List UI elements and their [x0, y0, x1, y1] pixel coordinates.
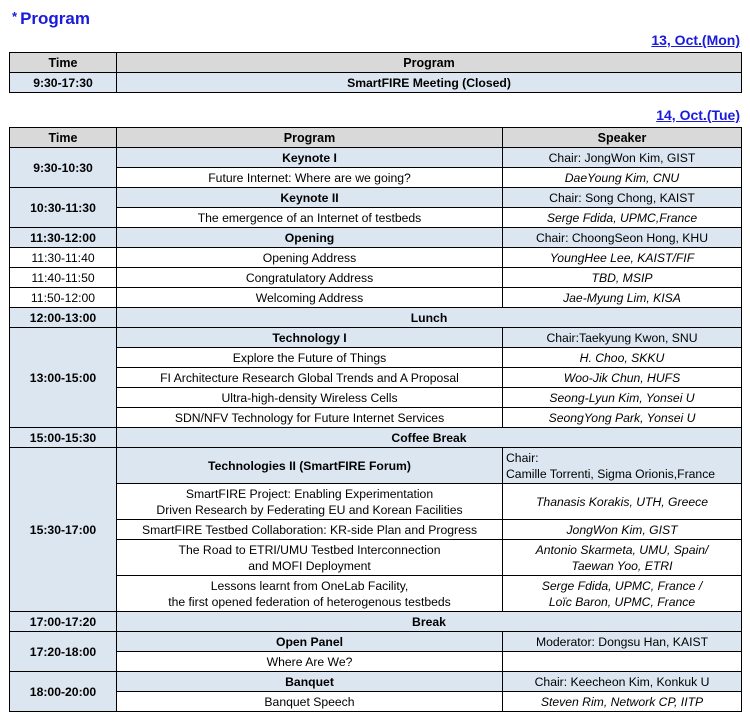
table-row [10, 148, 742, 168]
talk-title: Banquet Speech [117, 692, 503, 712]
table-row [10, 632, 742, 652]
speaker-cell: SeongYong Park, Yonsei U [503, 408, 742, 428]
table-row [10, 576, 742, 612]
session-title: Technologies II (SmartFIRE Forum) [117, 448, 503, 484]
table-row [10, 228, 742, 248]
title-star: * [12, 9, 18, 24]
table-row [10, 348, 742, 368]
table-row [10, 168, 742, 188]
table-row [10, 692, 742, 712]
talk-line: Lessons learnt from OneLab Facility, [210, 578, 409, 593]
table-row [10, 308, 742, 328]
header-time: Time [10, 128, 117, 148]
talk-title: Opening Address [117, 248, 503, 268]
time-cell: 17:00-17:20 [10, 612, 117, 632]
chair-cell: Chair: ChoongSeon Hong, KHU [503, 228, 742, 248]
session-title: Banquet [117, 672, 503, 692]
chair-cell: Chair: JongWon Kim, GIST [503, 148, 742, 168]
chair-cell: Moderator: Dongsu Han, KAIST [503, 632, 742, 652]
header-speaker: Speaker [503, 128, 742, 148]
speaker-line: Taewan Yoo, ETRI [571, 558, 673, 573]
session-title: Technology I [117, 328, 503, 348]
chair-cell: Chair:Taekyung Kwon, SNU [503, 328, 742, 348]
table-row [10, 208, 742, 228]
table-row [10, 188, 742, 208]
talk-title [117, 576, 503, 612]
time-cell: 15:00-15:30 [10, 428, 117, 448]
speaker-cell [503, 652, 742, 672]
table-row [10, 672, 742, 692]
day1-table [9, 52, 742, 93]
time-cell: 11:40-11:50 [10, 268, 117, 288]
talk-title: The emergence of an Internet of testbeds [117, 208, 503, 228]
time-cell: 18:00-20:00 [10, 672, 117, 712]
time-cell: 9:30-10:30 [10, 148, 117, 188]
time-cell: 10:30-11:30 [10, 188, 117, 228]
speaker-cell: JongWon Kim, GIST [503, 520, 742, 540]
table-row [10, 248, 742, 268]
table-row [10, 368, 742, 388]
speaker-cell: Steven Rim, Network CP, IITP [503, 692, 742, 712]
time-cell: 17:20-18:00 [10, 632, 117, 672]
speaker-cell: H. Choo, SKKU [503, 348, 742, 368]
talk-title [117, 484, 503, 520]
table-row [10, 652, 742, 672]
talk-title: Future Internet: Where are we going? [117, 168, 503, 188]
speaker-cell: YoungHee Lee, KAIST/FIF [503, 248, 742, 268]
table-row [10, 268, 742, 288]
talk-title: SmartFIRE Testbed Collaboration: KR-side Plan and Progress [117, 520, 503, 540]
chair-cell: Chair: Keecheon Kim, Konkuk U [503, 672, 742, 692]
table-row [10, 408, 742, 428]
table-row [10, 448, 742, 484]
time-cell: 15:30-17:00 [10, 448, 117, 612]
speaker-cell: Jae-Myung Lim, KISA [503, 288, 742, 308]
chair-label: Chair: [506, 450, 539, 465]
talk-title: Ultra-high-density Wireless Cells [117, 388, 503, 408]
session-title: Break [117, 612, 742, 632]
chair-cell: Chair: Song Chong, KAIST [503, 188, 742, 208]
talk-line: and MOFI Deployment [248, 558, 371, 573]
talk-line: the first opened federation of heterogenous testbeds [168, 594, 451, 609]
program-cell: SmartFIRE Meeting (Closed) [117, 73, 742, 93]
time-cell: 9:30-17:30 [10, 73, 117, 93]
talk-line: Driven Research by Federating EU and Korean Facilities [156, 502, 463, 517]
session-title: Keynote I [117, 148, 503, 168]
speaker-line: Loïc Baron, UPMC, France [548, 594, 696, 609]
table-row [10, 540, 742, 576]
talk-title: Explore the Future of Things [117, 348, 503, 368]
table-row [10, 328, 742, 348]
table-row [10, 388, 742, 408]
table-row [10, 612, 742, 632]
header-program: Program [117, 128, 503, 148]
table-row [10, 288, 742, 308]
talk-line: The Road to ETRI/UMU Testbed Interconnection [178, 542, 441, 557]
time-cell: 11:30-11:40 [10, 248, 117, 268]
session-title: Open Panel [117, 632, 503, 652]
talk-title [117, 540, 503, 576]
talk-title: Welcoming Address [117, 288, 503, 308]
header-time: Time [10, 53, 117, 73]
day2-table [9, 127, 742, 712]
speaker-line: Serge Fdida, UPMC, France / [541, 578, 703, 593]
day2-date-link[interactable]: 14, Oct.(Tue) [656, 107, 740, 123]
talk-line: SmartFIRE Project: Enabling Experimentation [185, 486, 434, 501]
talk-title: SDN/NFV Technology for Future Internet Services [117, 408, 503, 428]
title-text: Program [20, 9, 90, 28]
chair-name: Camille Torrenti, Sigma Orionis,France [506, 466, 716, 481]
speaker-cell [503, 576, 742, 612]
speaker-cell [503, 540, 742, 576]
table-row [10, 520, 742, 540]
page-title [12, 9, 90, 29]
speaker-cell: TBD, MSIP [503, 268, 742, 288]
day1-date-link[interactable]: 13, Oct.(Mon) [651, 32, 740, 48]
session-title: Opening [117, 228, 503, 248]
talk-title: Where Are We? [117, 652, 503, 672]
talk-title: FI Architecture Research Global Trends and A Proposal [117, 368, 503, 388]
speaker-line: Antonio Skarmeta, UMU, Spain/ [535, 542, 709, 557]
table-row [10, 484, 742, 520]
table-header-row [10, 128, 742, 148]
speaker-cell: Thanasis Korakis, UTH, Greece [503, 484, 742, 520]
speaker-cell: Woo-Jik Chun, HUFS [503, 368, 742, 388]
time-cell: 12:00-13:00 [10, 308, 117, 328]
session-title: Keynote II [117, 188, 503, 208]
session-title: Coffee Break [117, 428, 742, 448]
table-row [10, 428, 742, 448]
chair-cell [503, 448, 742, 484]
time-cell: 13:00-15:00 [10, 328, 117, 428]
speaker-cell: Seong-Lyun Kim, Yonsei U [503, 388, 742, 408]
time-cell: 11:30-12:00 [10, 228, 117, 248]
session-title: Lunch [117, 308, 742, 328]
talk-title: Congratulatory Address [117, 268, 503, 288]
speaker-cell: Serge Fdida, UPMC,France [503, 208, 742, 228]
table-header-row [10, 53, 742, 73]
header-program: Program [117, 53, 742, 73]
table-row [10, 73, 742, 93]
time-cell: 11:50-12:00 [10, 288, 117, 308]
speaker-cell: DaeYoung Kim, CNU [503, 168, 742, 188]
